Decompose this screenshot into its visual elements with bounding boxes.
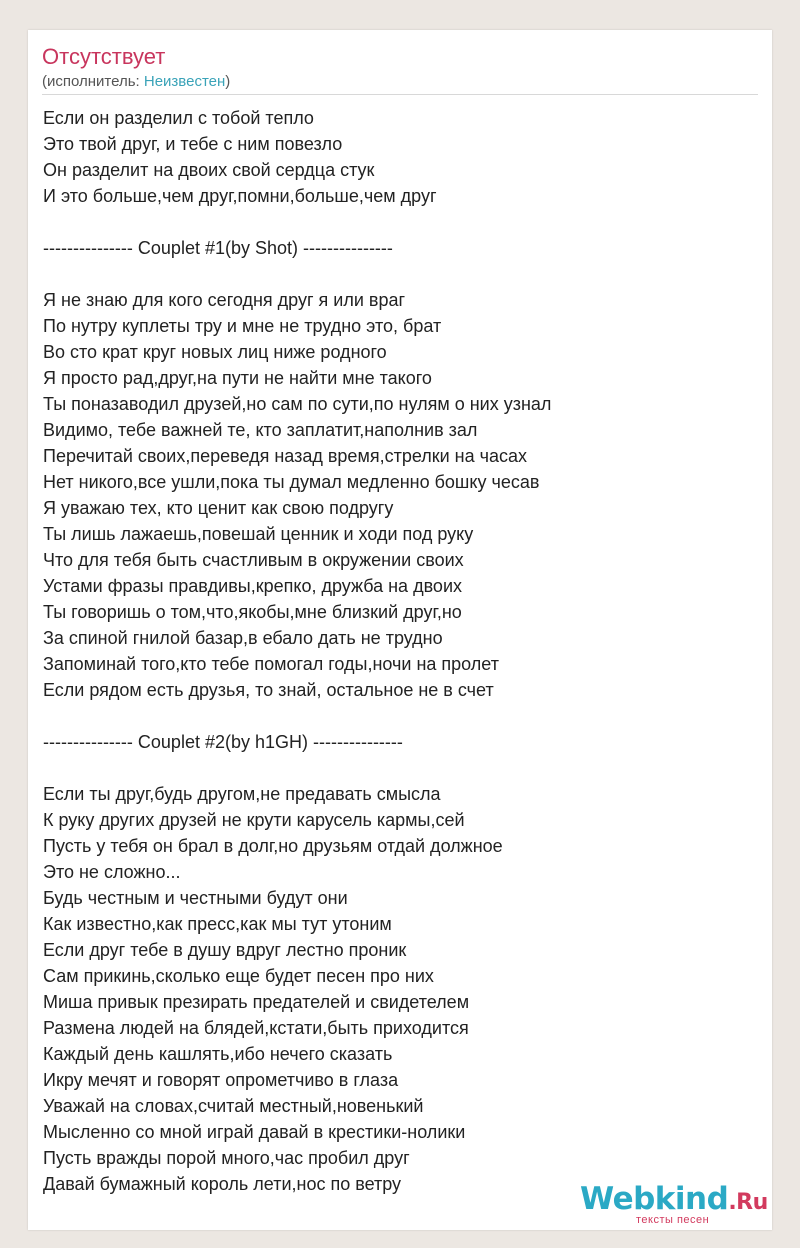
lyric-line: Во сто крат круг новых лиц ниже родного xyxy=(43,342,387,362)
lyric-line: Ты говоришь о том,что,якобы,мне близкий друг,но xyxy=(43,602,462,622)
lyric-line: К руку других друзей не крути карусель кармы,сей xyxy=(43,810,465,830)
lyric-line: Пусть вражды порой много,час пробил друг xyxy=(43,1148,410,1168)
logo-tagline: тексты песен xyxy=(636,1214,710,1226)
lyric-line: Нет никого,все ушли,пока ты думал медленно бошку чесав xyxy=(43,472,540,492)
artist-link[interactable]: Неизвестен xyxy=(143,73,226,90)
lyric-line: Ты поназаводил друзей,но сам по сути,по нулям о них узнал xyxy=(43,394,552,414)
lyric-line: Видимо, тебе важней те, кто заплатит,наполнив зал xyxy=(43,420,478,440)
lyric-line: Сам прикинь,сколько еще будет песен про них xyxy=(43,966,434,986)
lyric-line: Он разделит на двоих свой сердца стук xyxy=(43,160,375,180)
lyric-line: Ты лишь лажаешь,повешай ценник и ходи под руку xyxy=(43,524,474,544)
lyrics-page xyxy=(28,30,772,1230)
lyric-line: Запоминай того,кто тебе помогал годы,ночи на пролет xyxy=(43,654,499,674)
lyric-line: --------------- Couplet #1(by Shot) --------------- xyxy=(43,238,393,258)
lyric-line: Если рядом есть друзья, то знай, остальное не в счет xyxy=(43,680,494,700)
lyric-blank-line xyxy=(43,209,763,235)
lyric-line: И это больше,чем друг,помни,больше,чем друг xyxy=(43,186,437,206)
lyric-line: Размена людей на блядей,кстати,быть приходится xyxy=(43,1018,469,1038)
lyric-line: Миша привык презирать предателей и свидетелем xyxy=(43,992,470,1012)
artist-line xyxy=(42,72,230,92)
lyric-line: Это твой друг, и тебе с ним повезло xyxy=(43,134,343,154)
header-divider xyxy=(42,94,758,95)
lyric-line: --------------- Couplet #2(by h1GH) --------------- xyxy=(43,732,403,752)
lyric-blank-line xyxy=(43,755,763,781)
lyric-line: По нутру куплеты тру и мне не трудно это, брат xyxy=(43,316,442,336)
lyric-line: Икру мечят и говорят опрометчиво в глаза xyxy=(43,1070,399,1090)
lyric-line: Я просто рад,друг,на пути не найти мне такого xyxy=(43,368,432,388)
lyric-line: Я не знаю для кого сегодня друг я или враг xyxy=(43,290,406,310)
lyric-line: Будь честным и честными будут они xyxy=(43,888,348,908)
lyric-line: Уважай на словах,считай местный,новенький xyxy=(43,1096,424,1116)
lyric-line: Пусть у тебя он брал в долг,но друзьям отдай должное xyxy=(43,836,503,856)
lyric-line: Как известно,как пресс,как мы тут утоним xyxy=(43,914,392,934)
lyric-line: Что для тебя быть счастливым в окружении своих xyxy=(43,550,464,570)
lyric-line: Устами фразы правдивы,крепко, дружба на двоих xyxy=(43,576,463,596)
song-title: Отсутствует xyxy=(42,44,166,69)
lyric-line: Если друг тебе в душу вдруг лестно проник xyxy=(43,940,407,960)
lyric-blank-line xyxy=(43,703,763,729)
lyric-line: Давай бумажный король лети,нос по ветру xyxy=(43,1174,402,1194)
lyric-line: Это не сложно... xyxy=(43,862,181,882)
lyrics-text xyxy=(43,105,763,1197)
lyric-line: Если он разделил с тобой тепло xyxy=(43,108,314,128)
lyric-line: Я уважаю тех, кто ценит как свою подругу xyxy=(43,498,394,518)
lyric-line: Если ты друг,будь другом,не предавать смысла xyxy=(43,784,441,804)
lyric-line: Каждый день кашлять,ибо нечего сказать xyxy=(43,1044,393,1064)
lyric-line: За спиной гнилой базар,в ебало дать не трудно xyxy=(43,628,443,648)
logo-tld: .Ru xyxy=(728,1190,768,1215)
logo-brand: Webkind xyxy=(580,1181,729,1217)
artist-suffix: ) xyxy=(225,73,231,90)
artist-prefix: (исполнитель: xyxy=(42,73,144,90)
lyric-blank-line xyxy=(43,261,763,287)
site-logo xyxy=(580,1182,770,1226)
lyric-line: Мысленно со мной играй давай в крестики-нолики xyxy=(43,1122,466,1142)
lyric-line: Перечитай своих,переведя назад время,стрелки на часах xyxy=(43,446,528,466)
